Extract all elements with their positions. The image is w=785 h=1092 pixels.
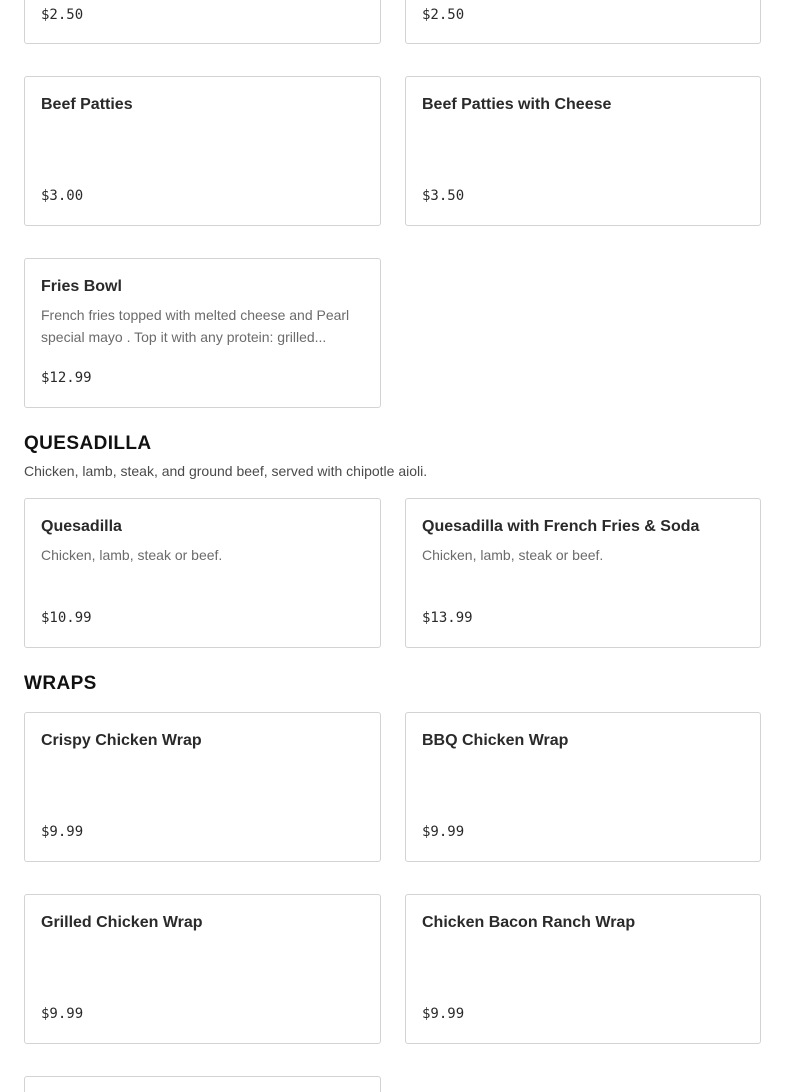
item-price: $9.99 [422,1006,465,1022]
item-name: Quesadilla with French Fries & Soda [422,518,700,535]
menu-item-card[interactable] [24,258,381,408]
item-price: $9.99 [41,1006,84,1022]
menu-item-card[interactable] [405,0,761,44]
item-name: BBQ Chicken Wrap [422,732,569,749]
menu-item-card[interactable] [24,0,381,44]
item-name: Grilled Chicken Wrap [41,914,203,931]
menu-item-card[interactable] [405,76,761,226]
menu-item-card[interactable] [24,712,381,862]
item-price: $2.50 [41,7,84,23]
item-description: French fries topped with melted cheese and Pearl special mayo . Top it with any protein: grilled... [41,307,350,345]
item-name: Beef Patties with Cheese [422,96,612,113]
item-name: Fries Bowl [41,278,122,295]
item-name: Quesadilla [41,518,122,535]
menu-item-card[interactable] [405,712,761,862]
item-description: Chicken, lamb, steak or beef. [422,547,604,563]
item-name: Beef Patties [41,96,133,113]
item-price: $10.99 [41,610,92,626]
menu-item-card[interactable] [24,894,381,1044]
section-title: QUESADILLA [24,433,152,454]
menu-item-card[interactable] [24,498,381,648]
item-price: $12.99 [41,370,92,386]
item-price: $13.99 [422,610,473,626]
item-description: Chicken, lamb, steak or beef. [41,547,223,563]
section-title: WRAPS [24,673,97,694]
menu-item-card[interactable] [405,894,761,1044]
menu-item-card[interactable] [24,76,381,226]
item-price: $3.00 [41,188,84,204]
section-description: Chicken, lamb, steak, and ground beef, served with chipotle aioli. [24,463,428,479]
menu-item-card[interactable] [24,1076,381,1092]
item-name: Crispy Chicken Wrap [41,732,202,749]
item-price: $9.99 [422,824,465,840]
item-price: $2.50 [422,7,465,23]
item-price: $3.50 [422,188,465,204]
item-name: Chicken Bacon Ranch Wrap [422,914,636,931]
item-price: $9.99 [41,824,84,840]
menu-item-card[interactable] [405,498,761,648]
